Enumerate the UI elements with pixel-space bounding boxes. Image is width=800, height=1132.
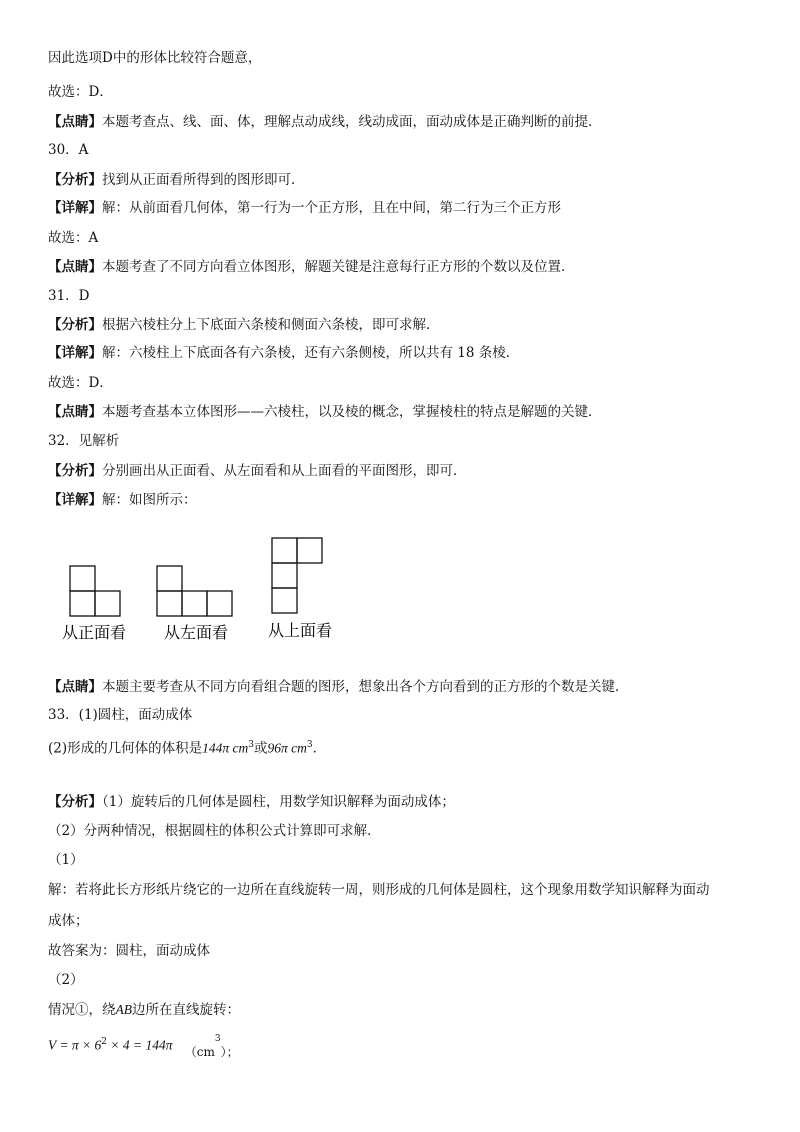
section-text: 情况①，绕 xyxy=(48,1002,116,1018)
section-text: 解：从前面看几何体，第一行为一个正方形，且在中间，第二行为三个正方形 xyxy=(102,200,561,216)
section-text: 本题考查点、线、面、体，理解点动成线，线动成面，面动成体是正确判断的前提． xyxy=(102,114,602,130)
three-views-figure xyxy=(60,530,360,650)
text-line: （2） xyxy=(48,972,84,988)
section-tag: 【详解】 xyxy=(48,345,102,361)
answer-text: ． xyxy=(312,740,327,757)
section-text: 找到从正面看所得到的图形即可． xyxy=(102,172,305,188)
exponent: 3 xyxy=(306,740,313,750)
formula: × 4 = 144π xyxy=(106,1037,173,1053)
section-tag: 【详解】 xyxy=(48,492,102,508)
text-line xyxy=(48,735,326,759)
unit-text: ）； xyxy=(220,1044,239,1059)
text-line: 故选：D． xyxy=(48,84,113,100)
text-line: 故选：A xyxy=(48,230,99,246)
text-line: 故答案为：圆柱，面动成体 xyxy=(48,943,210,959)
question-number: 31．D xyxy=(48,288,90,304)
unit-text: （cm xyxy=(184,1044,215,1059)
section-text: 根据六棱柱分上下底面六条棱和侧面六条棱，即可求解． xyxy=(102,317,440,333)
front-view xyxy=(70,566,120,616)
section-text: 本题主要考查从不同方向看组合题的图形，想象出各个方向看到的正方形的个数是关键． xyxy=(102,679,629,695)
answer-text: (2)形成的几何体的体积是 xyxy=(48,740,203,757)
section-tag: 【详解】 xyxy=(48,200,102,216)
section-text: 本题考查了不同方向看立体图形，解题关键是注意每行正方形的个数以及位置． xyxy=(102,259,575,275)
segment-label: AB xyxy=(115,1002,132,1017)
left-view xyxy=(157,566,232,616)
text-line xyxy=(48,343,519,363)
text-line xyxy=(48,402,602,422)
section-tag: 【分析】 xyxy=(48,463,102,479)
text-line xyxy=(48,792,455,812)
question-number: 33．(1)圆柱，面动成体 xyxy=(48,707,193,723)
section-text: 解：六棱柱上下底面各有六条棱，还有六条侧棱，所以共有 18 条棱． xyxy=(102,345,520,361)
unit xyxy=(184,1033,239,1059)
section-tag: 【分析】 xyxy=(48,172,102,188)
formula-line xyxy=(48,1032,239,1059)
exponent: 2 xyxy=(101,1037,107,1047)
text-line xyxy=(48,461,467,481)
section-text: 分别画出从正面看、从左面看和从上面看的平面图形，即可． xyxy=(102,463,467,479)
section-text: 本题考查基本立体图形——六棱柱，以及棱的概念，掌握棱柱的特点是解题的关键． xyxy=(102,404,602,420)
caption-left-view: 从左面看 xyxy=(164,623,229,642)
section-tag: 【点睛】 xyxy=(48,404,102,420)
section-tag: 【点睛】 xyxy=(48,679,102,695)
section-tag: 【分析】 xyxy=(48,317,102,333)
answer-text: 或 xyxy=(254,740,268,757)
text-line xyxy=(48,170,305,190)
text-line: （2）分两种情况，根据圆柱的体积公式计算即可求解． xyxy=(48,823,381,839)
text-line xyxy=(48,198,561,218)
text-line: 故选：D． xyxy=(48,375,113,391)
text-line: 解：若将此长方形纸片绕它的一边所在直线旋转一周，则形成的几何体是圆柱，这个现象用数学知识解释为面动 xyxy=(48,882,710,898)
formula: V = π × 6 xyxy=(48,1037,102,1053)
section-tag: 【分析】 xyxy=(48,794,102,810)
text-line: 因此选项D中的形体比较符合题意， xyxy=(48,50,262,66)
text-line xyxy=(48,315,440,335)
exponent: 3 xyxy=(214,1033,221,1044)
question-number: 32．见解析 xyxy=(48,433,120,449)
section-text: （1）旋转后的几何体是圆柱，用数学知识解释为面动成体； xyxy=(102,794,455,810)
text-line xyxy=(48,677,629,697)
text-line xyxy=(48,1000,240,1020)
volume-value-1: 144π cm xyxy=(202,740,249,756)
section-tag: 【点睛】 xyxy=(48,114,102,130)
caption-front-view: 从正面看 xyxy=(62,623,127,642)
text-line xyxy=(48,257,575,277)
top-view xyxy=(272,538,322,613)
text-line xyxy=(48,112,602,132)
section-text: 边所在直线旋转： xyxy=(132,1002,240,1018)
text-line: （1） xyxy=(48,852,84,868)
caption-top-view: 从上面看 xyxy=(268,621,333,640)
text-line: 成体； xyxy=(48,913,89,929)
text-line xyxy=(48,490,197,510)
section-text: 解：如图所示： xyxy=(102,492,197,508)
volume-value-2: 96π cm xyxy=(267,740,307,756)
section-tag: 【点睛】 xyxy=(48,259,102,275)
question-number: 30．A xyxy=(48,142,89,158)
exponent: 3 xyxy=(248,740,254,750)
